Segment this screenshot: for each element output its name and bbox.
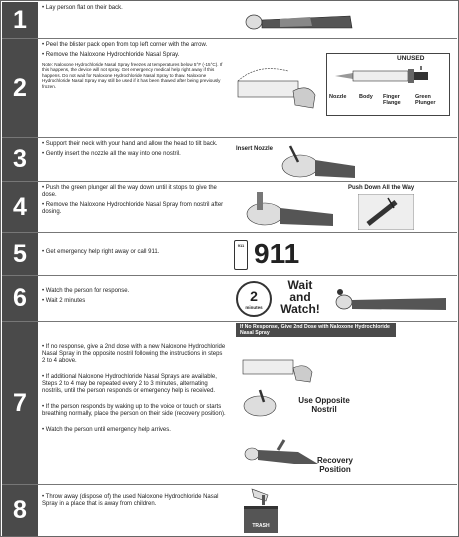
unused-label: UNUSED [397, 55, 425, 62]
step-text: • Watch the person for response. • Wait 2 minutes [42, 288, 130, 304]
push-plunger-illustration [235, 190, 335, 228]
step-7 [2, 322, 457, 485]
trash-can-icon: TRASH [244, 506, 278, 533]
opposite-nostril-label: Use Opposite Nostril [298, 396, 350, 414]
wait-and-watch-text: Wait and Watch! [280, 278, 320, 316]
second-blister-pack-illustration [238, 344, 318, 384]
plunger-closeup-illustration [358, 194, 414, 230]
opposite-nostril-illustration [238, 388, 288, 420]
call-911-text: 911 [254, 238, 300, 269]
green-plunger-label: Green Plunger [415, 94, 436, 106]
step-5 [2, 233, 457, 276]
timer-icon: 2 minutes [236, 281, 272, 317]
step-number: 1 [2, 2, 38, 38]
insert-nozzle-label: Insert Nozzle [236, 146, 274, 152]
step-number: 4 [2, 182, 38, 232]
insert-nozzle-illustration [260, 142, 360, 180]
blister-pack-illustration [233, 63, 318, 113]
step-number: 3 [2, 138, 38, 181]
nozzle-label: Nozzle [329, 94, 347, 100]
second-dose-banner: If No Response, Give 2nd Dose with Naloxone Hydrochloride Nasal Spray [236, 323, 396, 337]
step-4 [2, 182, 457, 233]
step-2 [2, 39, 457, 138]
step-text: • If no response, give a 2nd dose with a new Naloxone Hydrochloride Nasal Spray in the opposite nostril following the instructions in steps 2 to 4 above. • If additional Naloxone Hydrochloride Nasal Sprays are available, Steps 2 to 4 may be repeated every 2 to 3 minutes, alternating nostrils, until the person responds or emergency help is received. • If the person responds by waking up to the voice or touch or starts breathing normally, place the person on their side (recovery position). • Watch the person until emergency help arrives. [42, 344, 226, 433]
step-text: • Get emergency help right away or call 911. [42, 249, 160, 255]
step-text: • Throw away (dispose of) the used Naloxone Hydrochloride Nasal Spray in a place that is away from children. [42, 494, 219, 507]
person-lying-illustration [330, 286, 450, 316]
step-number: 7 [2, 322, 38, 484]
step-text: • Push the green plunger all the way down until it stops to give the dose. • Remove the Naloxone Hydrochloride Nasal Spray from nostril after dosing. [42, 185, 224, 215]
freeze-note: Note: Naloxone Hydrochloride Nasal Spray freezes at temperatures below 5°F (-15°C). If this happens, the device will not spray. Get emergency medical help right away if this happens. Do not wait for Naloxone Hydrochloride Nasal Spray to thaw. Naloxone Hydrochloride Nasal Spray may still be used if it has been thawed after being previously frozen. [42, 62, 223, 89]
step-text: • Support their neck with your hand and allow the head to tilt back. • Gently insert the nozzle all the way into one nostril. [42, 141, 218, 157]
step-3 [2, 138, 457, 182]
finger-flange-label: Finger Flange [383, 94, 401, 106]
person-lying-illustration [240, 6, 360, 34]
body-label: Body [359, 94, 373, 100]
step-text: • Peel the blister pack open from top left corner with the arrow. • Remove the Naloxone Hydrochloride Nasal Spray. Note: Naloxone Hydrochloride Nasal Spray freezes at temperatures below 5°F (-15°C). If this happens, the device will not spray. Get emergency medical help right away if this happens. Do not wait for Naloxone Hydrochloride Nasal Spray to thaw. Naloxone Hydrochloride Nasal Spray may still be used if it has been thawed after being previously frozen. [38, 39, 230, 137]
step-number: 6 [2, 276, 38, 321]
recovery-position-label: Recovery Position [316, 456, 354, 474]
nasal-spray-device [333, 66, 445, 86]
step-1 [2, 2, 457, 39]
hand-dropping-device-illustration [248, 487, 278, 505]
device-parts-box [326, 53, 450, 116]
step-6 [2, 276, 457, 322]
phone-icon: 911 [234, 240, 248, 270]
step-number: 5 [2, 233, 38, 275]
step-number: 2 [2, 39, 38, 137]
step-number: 8 [2, 485, 38, 536]
step-8 [2, 485, 457, 536]
push-down-label: Push Down All the Way [348, 185, 415, 191]
step-text: • Lay person flat on their back. [42, 5, 123, 11]
